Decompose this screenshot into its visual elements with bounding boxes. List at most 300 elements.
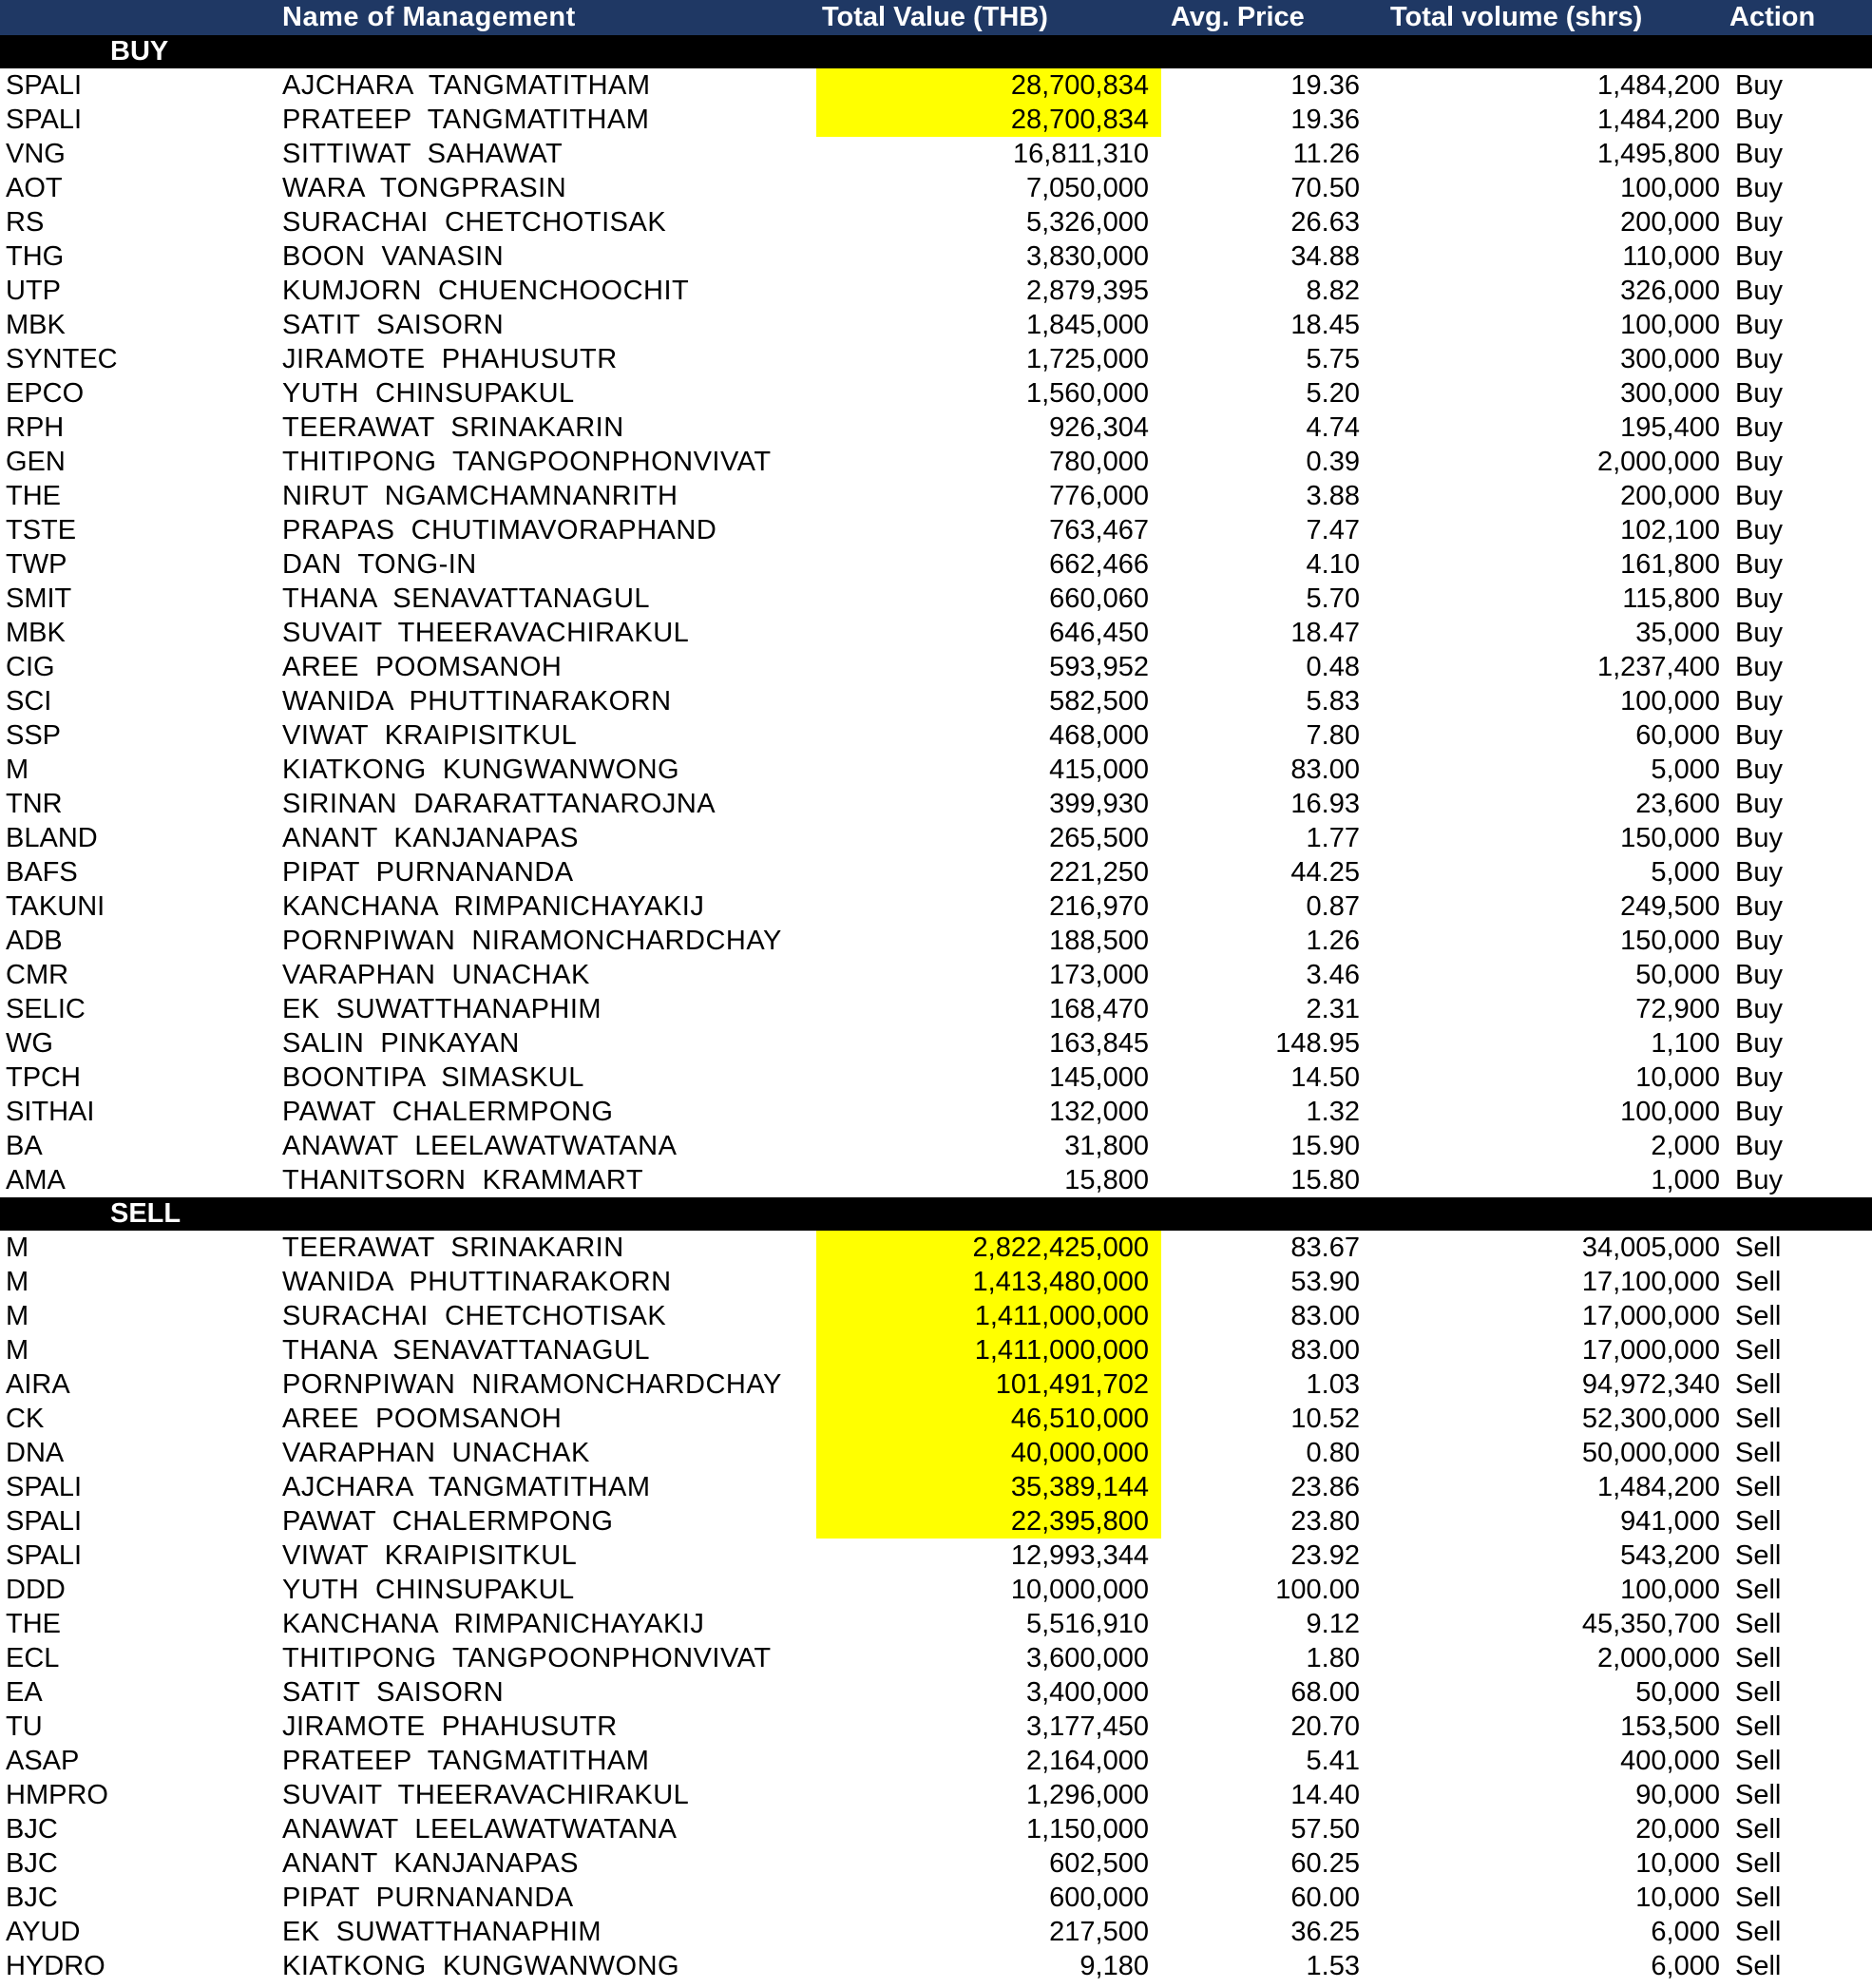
value-cell: 660,060 xyxy=(1049,583,1149,614)
name-cell: WANIDA PHUTTINARAKORN xyxy=(282,685,672,717)
symbol-cell: BLAND xyxy=(6,822,98,853)
table-row xyxy=(0,753,1872,787)
symbol-cell: SYNTEC xyxy=(6,343,118,374)
action-cell: Sell xyxy=(1735,1539,1782,1571)
symbol-cell: MBK xyxy=(6,617,66,648)
price-cell: 23.92 xyxy=(1290,1539,1360,1571)
value-cell: 1,411,000,000 xyxy=(816,1333,1161,1367)
price-cell: 5.75 xyxy=(1306,343,1360,374)
symbol-cell: AOT xyxy=(6,172,63,203)
action-cell: Sell xyxy=(1735,1813,1782,1845)
section-header-sell xyxy=(0,1197,1872,1231)
price-cell: 44.25 xyxy=(1290,856,1360,888)
table-row xyxy=(0,1129,1872,1163)
table-row xyxy=(0,547,1872,582)
price-cell: 4.10 xyxy=(1306,548,1360,580)
value-cell: 16,811,310 xyxy=(1013,138,1149,169)
volume-cell: 50,000 xyxy=(1635,959,1720,990)
price-cell: 14.40 xyxy=(1290,1779,1360,1810)
action-cell: Buy xyxy=(1735,617,1783,648)
table-row xyxy=(0,1778,1872,1812)
value-cell: 582,500 xyxy=(1049,685,1149,717)
value-cell: 3,600,000 xyxy=(1025,1642,1149,1673)
table-row xyxy=(0,924,1872,958)
action-cell: Buy xyxy=(1735,959,1783,990)
name-cell: THANA SENAVATTANAGUL xyxy=(282,583,651,614)
symbol-cell: M xyxy=(6,1300,29,1331)
table-header xyxy=(0,0,1872,35)
volume-cell: 1,000 xyxy=(1651,1164,1720,1195)
volume-cell: 100,000 xyxy=(1620,685,1720,717)
name-cell: SATIT SAISORN xyxy=(282,1676,505,1708)
symbol-cell: SITHAI xyxy=(6,1096,95,1127)
action-cell: Sell xyxy=(1735,1334,1782,1366)
value-cell: 22,395,800 xyxy=(816,1504,1161,1539)
price-cell: 0.48 xyxy=(1306,651,1360,682)
volume-cell: 100,000 xyxy=(1620,172,1720,203)
name-cell: ANAWAT LEELAWATWATANA xyxy=(282,1813,678,1845)
name-cell: BOON VANASIN xyxy=(282,240,505,272)
table-row xyxy=(0,1812,1872,1846)
volume-cell: 2,000,000 xyxy=(1596,1642,1720,1673)
volume-cell: 326,000 xyxy=(1620,275,1720,306)
price-cell: 83.67 xyxy=(1290,1232,1360,1263)
value-cell: 468,000 xyxy=(1049,719,1149,751)
name-cell: ANAWAT LEELAWATWATANA xyxy=(282,1130,678,1161)
symbol-cell: RS xyxy=(6,206,45,238)
action-cell: Sell xyxy=(1735,1437,1782,1468)
header-value: Total Value (THB) xyxy=(822,2,1048,32)
symbol-cell: TSTE xyxy=(6,514,77,545)
table-row xyxy=(0,1881,1872,1915)
volume-cell: 249,500 xyxy=(1620,890,1720,922)
symbol-cell: WG xyxy=(6,1027,53,1059)
name-cell: SURACHAI CHETCHOTISAK xyxy=(282,206,667,238)
action-cell: Buy xyxy=(1735,69,1783,101)
symbol-cell: ADB xyxy=(6,925,63,956)
symbol-cell: TNR xyxy=(6,788,63,819)
price-cell: 1.53 xyxy=(1306,1950,1360,1981)
volume-cell: 10,000 xyxy=(1635,1847,1720,1879)
price-cell: 60.25 xyxy=(1290,1847,1360,1879)
symbol-cell: AYUD xyxy=(6,1916,81,1947)
name-cell: SUVAIT THEERAVACHIRAKUL xyxy=(282,1779,690,1810)
action-cell: Sell xyxy=(1735,1916,1782,1947)
price-cell: 5.41 xyxy=(1306,1745,1360,1776)
name-cell: VIWAT KRAIPISITKUL xyxy=(282,719,578,751)
volume-cell: 20,000 xyxy=(1635,1813,1720,1845)
symbol-cell: M xyxy=(6,754,29,785)
action-cell: Buy xyxy=(1735,138,1783,169)
section-label: BUY xyxy=(110,36,169,67)
action-cell: Buy xyxy=(1735,206,1783,238)
symbol-cell: CMR xyxy=(6,959,69,990)
price-cell: 7.80 xyxy=(1306,719,1360,751)
name-cell: SATIT SAISORN xyxy=(282,309,505,340)
name-cell: ANANT KANJANAPAS xyxy=(282,1847,580,1879)
volume-cell: 200,000 xyxy=(1620,480,1720,511)
table-row xyxy=(0,1265,1872,1299)
volume-cell: 150,000 xyxy=(1620,822,1720,853)
table-row xyxy=(0,445,1872,479)
price-cell: 83.00 xyxy=(1290,1300,1360,1331)
volume-cell: 45,350,700 xyxy=(1581,1608,1720,1639)
price-cell: 1.80 xyxy=(1306,1642,1360,1673)
value-cell: 926,304 xyxy=(1049,411,1149,443)
action-cell: Buy xyxy=(1735,856,1783,888)
action-cell: Sell xyxy=(1735,1847,1782,1879)
value-cell: 173,000 xyxy=(1049,959,1149,990)
action-cell: Sell xyxy=(1735,1232,1782,1263)
volume-cell: 150,000 xyxy=(1620,925,1720,956)
name-cell: THANA SENAVATTANAGUL xyxy=(282,1334,651,1366)
volume-cell: 300,000 xyxy=(1620,343,1720,374)
name-cell: KUMJORN CHUENCHOOCHIT xyxy=(282,275,690,306)
volume-cell: 543,200 xyxy=(1620,1539,1720,1571)
action-cell: Sell xyxy=(1735,1300,1782,1331)
table-row xyxy=(0,1436,1872,1470)
value-cell: 593,952 xyxy=(1049,651,1149,682)
table-row xyxy=(0,1641,1872,1675)
value-cell: 2,164,000 xyxy=(1025,1745,1149,1776)
value-cell: 1,296,000 xyxy=(1025,1779,1149,1810)
name-cell: SITTIWAT SAHAWAT xyxy=(282,138,564,169)
price-cell: 3.46 xyxy=(1306,959,1360,990)
table-row xyxy=(0,1402,1872,1436)
table-row xyxy=(0,1299,1872,1333)
name-cell: PRAPAS CHUTIMAVORAPHAND xyxy=(282,514,717,545)
price-cell: 11.26 xyxy=(1292,138,1360,169)
price-cell: 0.87 xyxy=(1306,890,1360,922)
action-cell: Buy xyxy=(1735,754,1783,785)
symbol-cell: SPALI xyxy=(6,1471,83,1502)
price-cell: 1.32 xyxy=(1306,1096,1360,1127)
action-cell: Sell xyxy=(1735,1403,1782,1434)
name-cell: PORNPIWAN NIRAMONCHARDCHAY xyxy=(282,1368,782,1400)
price-cell: 0.80 xyxy=(1306,1437,1360,1468)
action-cell: Buy xyxy=(1735,172,1783,203)
section-header-buy xyxy=(0,35,1872,68)
volume-cell: 72,900 xyxy=(1635,993,1720,1024)
value-cell: 415,000 xyxy=(1049,754,1149,785)
action-cell: Buy xyxy=(1735,514,1783,545)
table-row xyxy=(0,376,1872,411)
value-cell: 217,500 xyxy=(1049,1916,1149,1947)
volume-cell: 1,484,200 xyxy=(1596,104,1720,135)
symbol-cell: DNA xyxy=(6,1437,65,1468)
action-cell: Sell xyxy=(1735,1471,1782,1502)
action-cell: Buy xyxy=(1735,309,1783,340)
action-cell: Buy xyxy=(1735,275,1783,306)
symbol-cell: M xyxy=(6,1232,29,1263)
price-cell: 0.39 xyxy=(1306,446,1360,477)
action-cell: Buy xyxy=(1735,1061,1783,1093)
volume-cell: 1,484,200 xyxy=(1596,69,1720,101)
price-cell: 26.63 xyxy=(1290,206,1360,238)
value-cell: 132,000 xyxy=(1049,1096,1149,1127)
price-cell: 70.50 xyxy=(1290,172,1360,203)
price-cell: 14.50 xyxy=(1290,1061,1360,1093)
symbol-cell: ASAP xyxy=(6,1745,80,1776)
name-cell: VARAPHAN UNACHAK xyxy=(282,959,590,990)
symbol-cell: SELIC xyxy=(6,993,86,1024)
name-cell: SUVAIT THEERAVACHIRAKUL xyxy=(282,617,690,648)
value-cell: 2,822,425,000 xyxy=(816,1231,1161,1265)
value-cell: 188,500 xyxy=(1049,925,1149,956)
value-cell: 35,389,144 xyxy=(816,1470,1161,1504)
table-row xyxy=(0,479,1872,513)
name-cell: THANITSORN KRAMMART xyxy=(282,1164,644,1195)
symbol-cell: SPALI xyxy=(6,104,83,135)
symbol-cell: DDD xyxy=(6,1574,66,1605)
price-cell: 5.83 xyxy=(1306,685,1360,717)
volume-cell: 100,000 xyxy=(1620,1574,1720,1605)
price-cell: 4.74 xyxy=(1306,411,1360,443)
action-cell: Buy xyxy=(1735,925,1783,956)
price-cell: 60.00 xyxy=(1290,1882,1360,1913)
volume-cell: 941,000 xyxy=(1620,1505,1720,1537)
symbol-cell: CK xyxy=(6,1403,45,1434)
symbol-cell: TU xyxy=(6,1711,43,1742)
value-cell: 5,516,910 xyxy=(1025,1608,1149,1639)
table-row xyxy=(0,1470,1872,1504)
symbol-cell: BAFS xyxy=(6,856,78,888)
price-cell: 5.20 xyxy=(1306,377,1360,409)
name-cell: YUTH CHINSUPAKUL xyxy=(282,377,575,409)
name-cell: VIWAT KRAIPISITKUL xyxy=(282,1539,578,1571)
value-cell: 3,830,000 xyxy=(1025,240,1149,272)
price-cell: 23.86 xyxy=(1290,1471,1360,1502)
volume-cell: 34,005,000 xyxy=(1581,1232,1720,1263)
table-body xyxy=(0,35,1872,1983)
symbol-cell: SPALI xyxy=(6,1505,83,1537)
symbol-cell: EA xyxy=(6,1676,43,1708)
price-cell: 83.00 xyxy=(1290,754,1360,785)
action-cell: Buy xyxy=(1735,822,1783,853)
table-row xyxy=(0,103,1872,137)
volume-cell: 2,000,000 xyxy=(1596,446,1720,477)
action-cell: Buy xyxy=(1735,377,1783,409)
price-cell: 7.47 xyxy=(1306,514,1360,545)
value-cell: 780,000 xyxy=(1049,446,1149,477)
volume-cell: 200,000 xyxy=(1620,206,1720,238)
volume-cell: 50,000 xyxy=(1635,1676,1720,1708)
name-cell: AREE POOMSANOH xyxy=(282,1403,563,1434)
symbol-cell: HMPRO xyxy=(6,1779,108,1810)
action-cell: Buy xyxy=(1735,788,1783,819)
volume-cell: 6,000 xyxy=(1651,1950,1720,1981)
value-cell: 1,560,000 xyxy=(1025,377,1149,409)
table-row xyxy=(0,582,1872,616)
table-row xyxy=(0,1607,1872,1641)
volume-cell: 153,500 xyxy=(1620,1711,1720,1742)
symbol-cell: BA xyxy=(6,1130,43,1161)
value-cell: 46,510,000 xyxy=(816,1402,1161,1436)
symbol-cell: RPH xyxy=(6,411,65,443)
action-cell: Buy xyxy=(1735,1164,1783,1195)
action-cell: Buy xyxy=(1735,993,1783,1024)
table-row xyxy=(0,1675,1872,1710)
name-cell: PRATEEP TANGMATITHAM xyxy=(282,1745,650,1776)
table-row xyxy=(0,342,1872,376)
value-cell: 5,326,000 xyxy=(1025,206,1149,238)
volume-cell: 195,400 xyxy=(1620,411,1720,443)
section-label: SELL xyxy=(110,1198,181,1229)
table-row xyxy=(0,1915,1872,1949)
table-row xyxy=(0,889,1872,924)
symbol-cell: BJC xyxy=(6,1813,58,1845)
volume-cell: 400,000 xyxy=(1620,1745,1720,1776)
table-row xyxy=(0,239,1872,274)
volume-cell: 100,000 xyxy=(1620,1096,1720,1127)
price-cell: 10.52 xyxy=(1290,1403,1360,1434)
volume-cell: 35,000 xyxy=(1635,617,1720,648)
table-row xyxy=(0,684,1872,718)
price-cell: 20.70 xyxy=(1290,1711,1360,1742)
price-cell: 15.90 xyxy=(1290,1130,1360,1161)
price-cell: 83.00 xyxy=(1290,1334,1360,1366)
value-cell: 265,500 xyxy=(1049,822,1149,853)
symbol-cell: THE xyxy=(6,1608,61,1639)
action-cell: Sell xyxy=(1735,1745,1782,1776)
volume-cell: 161,800 xyxy=(1620,548,1720,580)
name-cell: JIRAMOTE PHAHUSUTR xyxy=(282,343,618,374)
table-row xyxy=(0,958,1872,992)
symbol-cell: SPALI xyxy=(6,69,83,101)
action-cell: Buy xyxy=(1735,583,1783,614)
action-cell: Sell xyxy=(1735,1368,1782,1400)
price-cell: 148.95 xyxy=(1275,1027,1360,1059)
value-cell: 12,993,344 xyxy=(1010,1539,1149,1571)
action-cell: Sell xyxy=(1735,1266,1782,1297)
action-cell: Buy xyxy=(1735,719,1783,751)
name-cell: PIPAT PURNANANDA xyxy=(282,1882,574,1913)
name-cell: KANCHANA RIMPANICHAYAKIJ xyxy=(282,1608,705,1639)
action-cell: Buy xyxy=(1735,104,1783,135)
name-cell: THITIPONG TANGPOONPHONVIVAT xyxy=(282,446,772,477)
value-cell: 776,000 xyxy=(1049,480,1149,511)
volume-cell: 5,000 xyxy=(1651,856,1720,888)
symbol-cell: UTP xyxy=(6,275,61,306)
value-cell: 9,180 xyxy=(1079,1950,1149,1981)
value-cell: 216,970 xyxy=(1049,890,1149,922)
header-name: Name of Management xyxy=(282,2,576,32)
table-row xyxy=(0,1026,1872,1061)
symbol-cell: TAKUNI xyxy=(6,890,105,922)
table-row xyxy=(0,205,1872,239)
value-cell: 40,000,000 xyxy=(816,1436,1161,1470)
name-cell: KIATKONG KUNGWANWONG xyxy=(282,754,680,785)
table-row xyxy=(0,274,1872,308)
symbol-cell: AIRA xyxy=(6,1368,70,1400)
symbol-cell: M xyxy=(6,1334,29,1366)
value-cell: 15,800 xyxy=(1064,1164,1149,1195)
header-volume: Total volume (shrs) xyxy=(1390,2,1643,32)
volume-cell: 2,000 xyxy=(1651,1130,1720,1161)
name-cell: NIRUT NGAMCHAMNANRITH xyxy=(282,480,678,511)
volume-cell: 94,972,340 xyxy=(1581,1368,1720,1400)
action-cell: Buy xyxy=(1735,685,1783,717)
table-row xyxy=(0,1949,1872,1983)
value-cell: 1,413,480,000 xyxy=(816,1265,1161,1299)
volume-cell: 10,000 xyxy=(1635,1061,1720,1093)
name-cell: AJCHARA TANGMATITHAM xyxy=(282,69,651,101)
price-cell: 18.45 xyxy=(1290,309,1360,340)
table-row xyxy=(0,787,1872,821)
name-cell: WARA TONGPRASIN xyxy=(282,172,567,203)
action-cell: Buy xyxy=(1735,890,1783,922)
price-cell: 1.26 xyxy=(1306,925,1360,956)
value-cell: 2,879,395 xyxy=(1025,275,1149,306)
price-cell: 53.90 xyxy=(1290,1266,1360,1297)
value-cell: 10,000,000 xyxy=(1010,1574,1149,1605)
name-cell: AJCHARA TANGMATITHAM xyxy=(282,1471,651,1502)
symbol-cell: HYDRO xyxy=(6,1950,105,1981)
value-cell: 3,177,450 xyxy=(1025,1711,1149,1742)
volume-cell: 1,484,200 xyxy=(1596,1471,1720,1502)
name-cell: PIPAT PURNANANDA xyxy=(282,856,574,888)
price-cell: 100.00 xyxy=(1275,1574,1360,1605)
value-cell: 28,700,834 xyxy=(816,103,1161,137)
price-cell: 1.77 xyxy=(1306,822,1360,853)
value-cell: 31,800 xyxy=(1064,1130,1149,1161)
action-cell: Buy xyxy=(1735,343,1783,374)
symbol-cell: BJC xyxy=(6,1847,58,1879)
value-cell: 101,491,702 xyxy=(816,1367,1161,1402)
symbol-cell: TWP xyxy=(6,548,67,580)
action-cell: Buy xyxy=(1735,480,1783,511)
symbol-cell: EPCO xyxy=(6,377,85,409)
action-cell: Buy xyxy=(1735,548,1783,580)
value-cell: 1,725,000 xyxy=(1025,343,1149,374)
action-cell: Buy xyxy=(1735,446,1783,477)
table-row xyxy=(0,1573,1872,1607)
name-cell: VARAPHAN UNACHAK xyxy=(282,1437,590,1468)
price-cell: 16.93 xyxy=(1290,788,1360,819)
table-row xyxy=(0,855,1872,889)
value-cell: 662,466 xyxy=(1049,548,1149,580)
volume-cell: 1,100 xyxy=(1651,1027,1720,1059)
value-cell: 763,467 xyxy=(1049,514,1149,545)
value-cell: 168,470 xyxy=(1049,993,1149,1024)
value-cell: 646,450 xyxy=(1049,617,1149,648)
name-cell: PRATEEP TANGMATITHAM xyxy=(282,104,650,135)
action-cell: Buy xyxy=(1735,1096,1783,1127)
name-cell: THITIPONG TANGPOONPHONVIVAT xyxy=(282,1642,772,1673)
price-cell: 19.36 xyxy=(1290,69,1360,101)
value-cell: 28,700,834 xyxy=(816,68,1161,103)
name-cell: ANANT KANJANAPAS xyxy=(282,822,580,853)
action-cell: Sell xyxy=(1735,1505,1782,1537)
volume-cell: 1,495,800 xyxy=(1596,138,1720,169)
name-cell: SALIN PINKAYAN xyxy=(282,1027,520,1059)
table-row xyxy=(0,1367,1872,1402)
value-cell: 1,845,000 xyxy=(1025,309,1149,340)
volume-cell: 5,000 xyxy=(1651,754,1720,785)
value-cell: 1,150,000 xyxy=(1025,1813,1149,1845)
symbol-cell: THE xyxy=(6,480,61,511)
volume-cell: 10,000 xyxy=(1635,1882,1720,1913)
name-cell: TEERAWAT SRINAKARIN xyxy=(282,411,624,443)
price-cell: 3.88 xyxy=(1306,480,1360,511)
price-cell: 19.36 xyxy=(1290,104,1360,135)
symbol-cell: SCI xyxy=(6,685,52,717)
header-price: Avg. Price xyxy=(1171,2,1305,32)
symbol-cell: M xyxy=(6,1266,29,1297)
price-cell: 18.47 xyxy=(1290,617,1360,648)
volume-cell: 50,000,000 xyxy=(1581,1437,1720,1468)
action-cell: Buy xyxy=(1735,240,1783,272)
